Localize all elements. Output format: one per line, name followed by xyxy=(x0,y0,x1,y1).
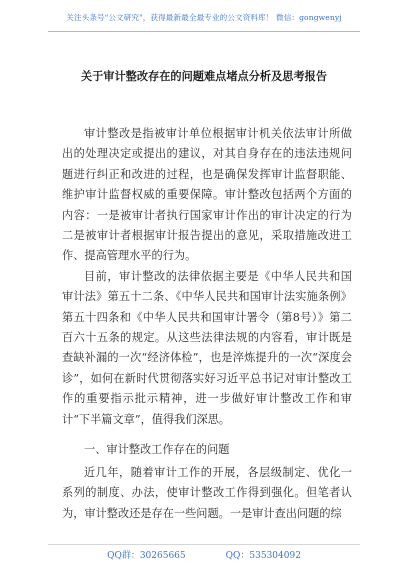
document-body xyxy=(62,124,352,430)
header-divider xyxy=(48,31,360,32)
header-promo-note: 关注头条号"公文研究"，获得最新最全最专业的公文资料库！ 微信：gongwenyj xyxy=(66,13,342,22)
paragraph-2: 目前，审计整改的法律依据主要是《中华人民共和国审计法》第五十二条、《中华人民共和国审计法实施条例》第五十四条和《中华人民共和国审计署令（第8号）》第二百六十五条的规定。从这些法律法规的内容看，审计既是查缺补漏的一次“经济体检”，也是淬炼提升的一次“深度会诊”，如何在新时代贯彻落实好习近平总书记对审计整改工作的重要指示批示精神，进一步做好审计整改工作和审计“下半篇文章”，值得我们深思。 xyxy=(62,269,352,426)
section-body xyxy=(62,463,352,524)
document-title: 关于审计整改存在的问题难点堵点分析及思考报告 xyxy=(80,69,328,83)
paragraph-3: 近几年，随着审计工作的开展，各层级制定、优化一系列的制度、办法，使审计整改工作得到强化。但笔者认为，审计整改还是存在一些问题。一是审计查出问题的综 xyxy=(62,466,352,520)
footer-qq: QQ：535304092 xyxy=(225,551,301,561)
paragraph-1: 审计整改是指被审计单位根据审计机关依法审计所做出的处理决定或提出的建议，对其自身存在的违法违规问题进行纠正和改进的过程，也是确保发挥审计监督职能、维护审计监督权威的重要保障。审计整改包括两个方面的内容：一是被审计者执行国家审计作出的审计决定的行为二是被审计者根据审计报告提出的意见，采取措施改进工作、提高管理水平的行为。 xyxy=(62,127,352,263)
footer-divider xyxy=(48,544,360,545)
footer-qq-group: QQ群：30265665 xyxy=(107,551,186,561)
footer-contacts xyxy=(0,548,408,561)
section-heading: 一、审计整改工作存在的问题 xyxy=(84,443,230,456)
